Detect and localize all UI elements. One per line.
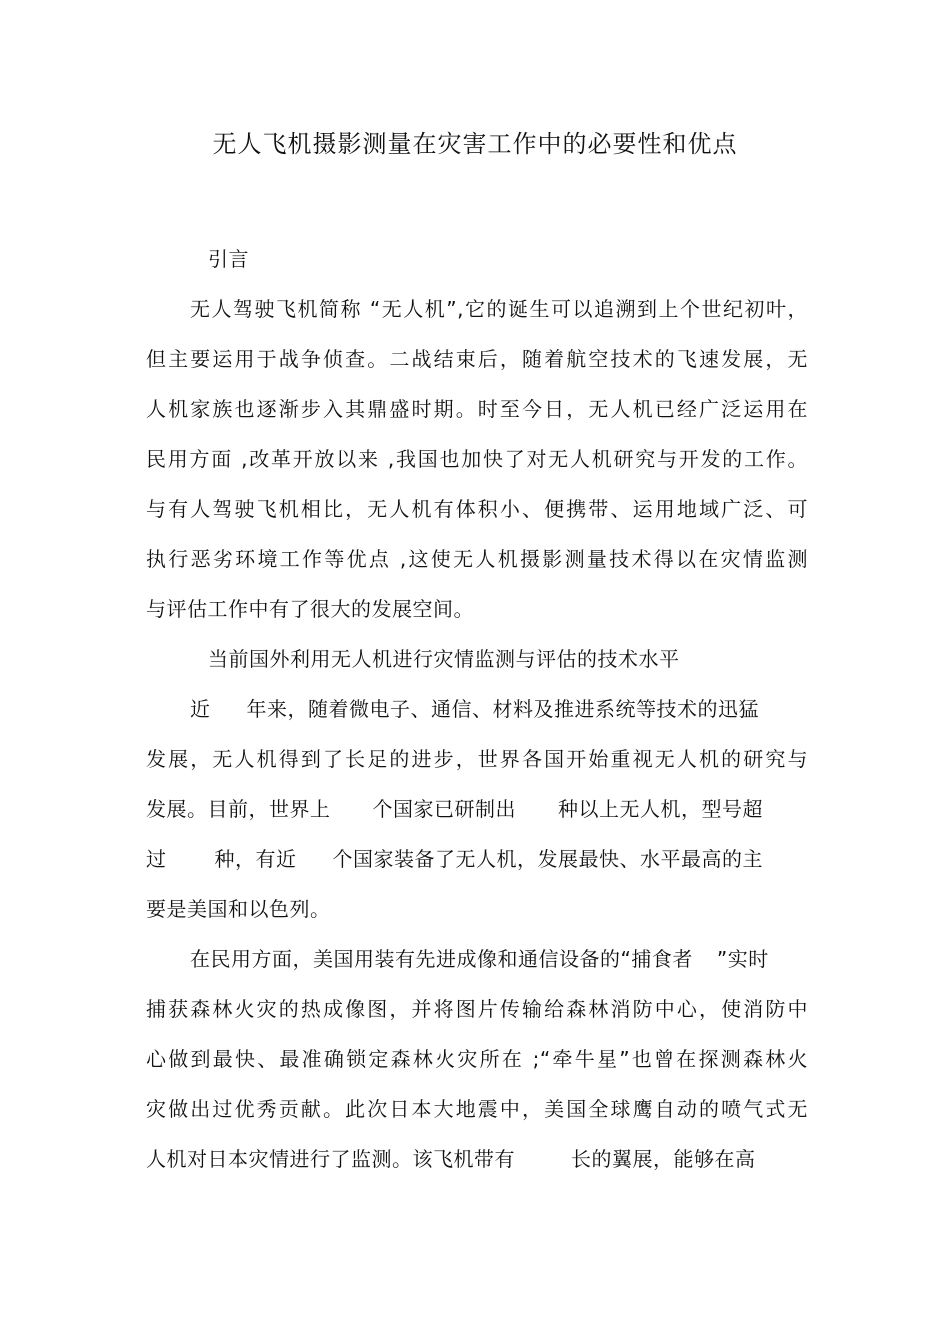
paragraph-2-line-4-part-c: 个国家装备了无人机，发展最快、水平最高的主 bbox=[332, 847, 763, 871]
paragraph-1-line-4: 民用方面 ,改革开放以来 ,我国也加快了对无人机研究与开发的工作。 bbox=[146, 447, 808, 471]
paragraph-3-line-1-part-a: 在民用方面，美国用装有先进成像和通信设备的“捕食者 bbox=[190, 947, 693, 971]
paragraph-2-line-3-part-c: 种以上无人机，型号超 bbox=[558, 797, 763, 821]
section-heading-intro: 引言 bbox=[208, 247, 249, 271]
paragraph-2-line-3-part-a: 发展。目前，世界上 bbox=[146, 797, 331, 821]
document-title: 无人飞机摄影测量在灾害工作中的必要性和优点 bbox=[212, 130, 738, 158]
paragraph-3-line-5 bbox=[146, 1144, 756, 1174]
paragraph-2-line-4-part-b: 种，有近 bbox=[214, 847, 297, 871]
paragraph-2-line-1-part-a: 近 bbox=[190, 697, 211, 721]
paragraph-1-line-5: 与有人驾驶飞机相比，无人机有体积小、便携带、运用地域广泛、可 bbox=[146, 497, 808, 521]
paragraph-2-line-1 bbox=[190, 694, 759, 724]
paragraph-1-line-6: 执行恶劣环境工作等优点 ,这使无人机摄影测量技术得以在灾情监测 bbox=[146, 547, 808, 571]
paragraph-1-line-2: 但主要运用于战争侦查。二战结束后，随着航空技术的飞速发展，无 bbox=[146, 347, 808, 371]
paragraph-2-line-5: 要是美国和以色列。 bbox=[146, 897, 331, 921]
paragraph-2-line-4-part-a: 过 bbox=[146, 847, 167, 871]
paragraph-3-line-5-part-a: 人机对日本灾情进行了监测。该飞机带有 bbox=[146, 1147, 515, 1171]
paragraph-3-line-1-part-b: ”实时 bbox=[716, 947, 769, 971]
paragraph-2-line-3-part-b: 个国家已研制出 bbox=[372, 797, 516, 821]
paragraph-3-line-3: 心做到最快、最准确锁定森林火灾所在 ;“牵牛星”也曾在探测森林火 bbox=[146, 1047, 808, 1071]
paragraph-2-line-4 bbox=[146, 844, 763, 874]
paragraph-1-line-7: 与评估工作中有了很大的发展空间。 bbox=[146, 597, 474, 621]
paragraph-3-line-5-part-b: 长的翼展，能够在高 bbox=[571, 1147, 756, 1171]
paragraph-3-line-2: 捕获森林火灾的热成像图，并将图片传输给森林消防中心，使消防中 bbox=[146, 997, 808, 1021]
section-heading-2: 当前国外利用无人机进行灾情监测与评估的技术水平 bbox=[208, 647, 680, 671]
paragraph-3-line-4: 灾做出过优秀贡献。此次日本大地震中，美国全球鹰自动的喷气式无 bbox=[146, 1097, 808, 1121]
paragraph-1-line-1: 无人驾驶飞机简称 “无人机”,它的诞生可以追溯到上个世纪初叶， bbox=[190, 297, 808, 321]
paragraph-1-line-3: 人机家族也逐渐步入其鼎盛时期。时至今日，无人机已经广泛运用在 bbox=[146, 397, 808, 421]
paragraph-2-line-1-part-b: 年来，随着微电子、通信、材料及推进系统等技术的迅猛 bbox=[246, 697, 759, 721]
paragraph-3-line-1 bbox=[190, 944, 769, 974]
paragraph-2-line-3 bbox=[146, 794, 763, 824]
paragraph-2-line-2: 发展，无人机得到了长足的进步，世界各国开始重视无人机的研究与 bbox=[146, 747, 808, 771]
